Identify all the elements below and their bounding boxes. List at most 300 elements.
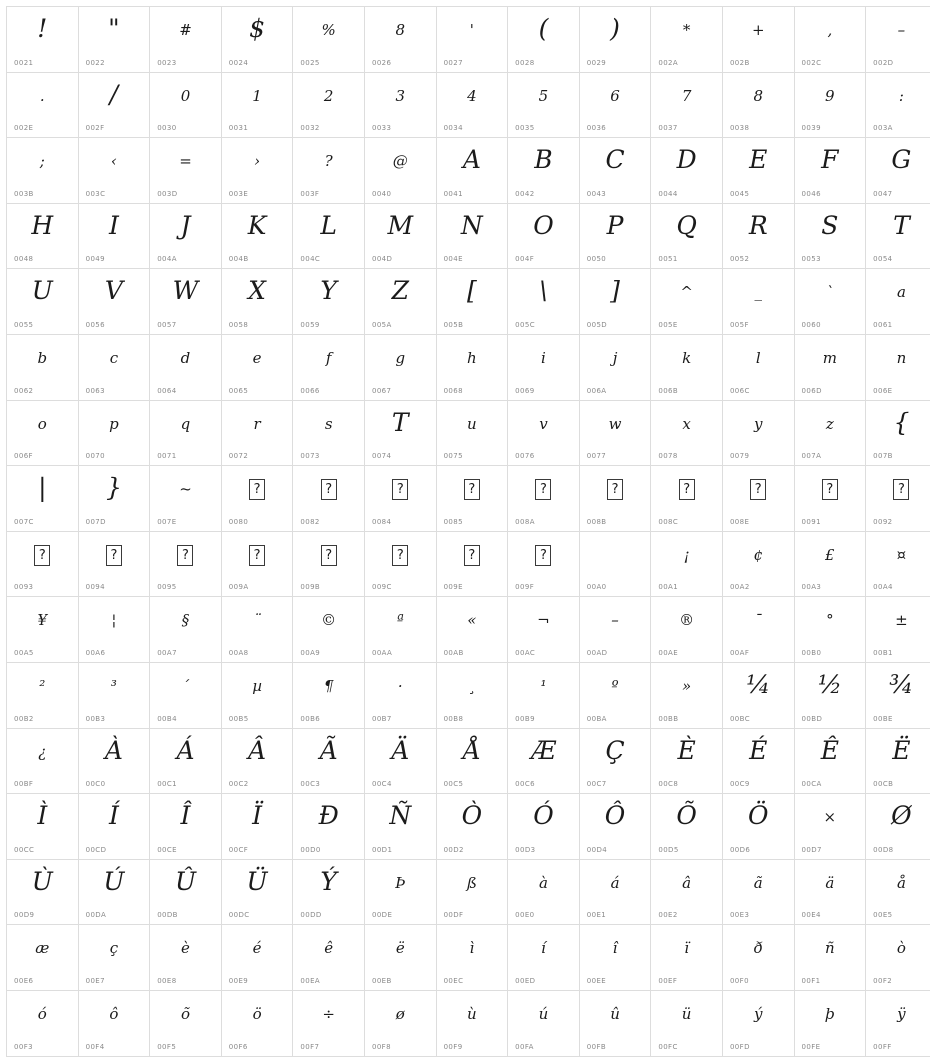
glyph-cell[interactable] [866, 400, 930, 466]
glyph-cell[interactable] [794, 466, 866, 532]
glyph-cell[interactable] [579, 203, 651, 269]
glyph-cell[interactable] [7, 400, 79, 466]
glyph-cell[interactable] [78, 72, 150, 138]
glyph-cell[interactable] [78, 466, 150, 532]
glyph-cell[interactable] [866, 859, 930, 925]
glyph-cell[interactable] [722, 72, 794, 138]
glyph-cell[interactable] [579, 990, 651, 1056]
glyph-cell[interactable] [508, 203, 580, 269]
glyph-cell[interactable] [293, 794, 365, 860]
glyph-character: + [723, 7, 794, 53]
glyph-character: r [222, 401, 293, 447]
glyph-cell[interactable] [866, 728, 930, 794]
glyph-cell[interactable] [221, 138, 293, 204]
glyph-cell[interactable] [150, 138, 222, 204]
glyph-character: ± [866, 597, 930, 643]
glyph-cell[interactable] [78, 662, 150, 728]
glyph-cell[interactable] [508, 597, 580, 663]
glyph-character: Å [437, 729, 508, 768]
glyph-cell[interactable] [436, 728, 508, 794]
glyph-codepoint: 0021 [14, 59, 33, 67]
glyph-cell[interactable] [436, 72, 508, 138]
glyph-codepoint: 005F [730, 321, 749, 329]
glyph-cell[interactable] [436, 662, 508, 728]
glyph-cell[interactable] [150, 7, 222, 73]
glyph-cell[interactable] [436, 269, 508, 335]
glyph-cell[interactable] [293, 269, 365, 335]
glyph-cell[interactable] [221, 466, 293, 532]
glyph-character: L [293, 204, 364, 243]
glyph-cell[interactable] [78, 334, 150, 400]
glyph-cell[interactable] [508, 466, 580, 532]
glyph-cell[interactable] [794, 334, 866, 400]
glyph-cell[interactable] [794, 531, 866, 597]
glyph-codepoint: 00D6 [730, 846, 750, 854]
glyph-cell[interactable] [722, 334, 794, 400]
glyph-cell[interactable] [579, 925, 651, 991]
glyph-character: Ì [7, 794, 78, 833]
glyph-cell[interactable] [293, 662, 365, 728]
glyph-cell[interactable] [78, 138, 150, 204]
glyph-cell[interactable] [78, 7, 150, 73]
missing-glyph-box: ? [750, 479, 766, 500]
glyph-cell[interactable] [150, 269, 222, 335]
glyph-cell[interactable] [579, 531, 651, 597]
glyph-cell[interactable] [794, 203, 866, 269]
glyph-character [150, 532, 221, 574]
glyph-cell[interactable] [221, 662, 293, 728]
glyph-character: å [866, 860, 930, 906]
glyph-character: 1 [222, 73, 293, 119]
glyph-cell[interactable] [364, 794, 436, 860]
glyph-cell[interactable] [866, 7, 930, 73]
glyph-cell[interactable] [866, 334, 930, 400]
glyph-character: 7 [651, 73, 722, 119]
glyph-cell[interactable] [221, 203, 293, 269]
glyph-cell[interactable] [78, 269, 150, 335]
glyph-cell[interactable] [436, 531, 508, 597]
glyph-cell[interactable] [293, 72, 365, 138]
glyph-cell[interactable] [794, 269, 866, 335]
glyph-cell[interactable] [722, 662, 794, 728]
glyph-cell[interactable] [78, 859, 150, 925]
glyph-cell[interactable] [866, 531, 930, 597]
glyph-cell[interactable] [221, 794, 293, 860]
glyph-character: ã [723, 860, 794, 906]
glyph-codepoint: 00D8 [873, 846, 893, 854]
glyph-codepoint: 0064 [157, 387, 176, 395]
glyph-cell[interactable] [508, 72, 580, 138]
glyph-cell[interactable] [651, 597, 723, 663]
glyph-cell[interactable] [364, 859, 436, 925]
glyph-cell[interactable] [150, 728, 222, 794]
glyph-cell[interactable] [794, 138, 866, 204]
glyph-cell[interactable] [508, 334, 580, 400]
glyph-cell[interactable] [722, 7, 794, 73]
glyph-cell[interactable] [794, 728, 866, 794]
glyph-cell[interactable] [579, 859, 651, 925]
glyph-codepoint: 007D [86, 518, 106, 526]
glyph-cell[interactable] [794, 925, 866, 991]
glyph-character: ! [7, 7, 78, 46]
glyph-cell[interactable] [508, 531, 580, 597]
glyph-character: u [437, 401, 508, 447]
glyph-cell[interactable] [78, 925, 150, 991]
glyph-cell[interactable] [722, 990, 794, 1056]
glyph-character: Z [365, 269, 436, 308]
glyph-codepoint: 00BF [14, 780, 33, 788]
glyph-cell[interactable] [7, 794, 79, 860]
glyph-codepoint: 007E [157, 518, 176, 526]
glyph-cell[interactable] [508, 400, 580, 466]
glyph-cell[interactable] [794, 859, 866, 925]
glyph-cell[interactable] [7, 728, 79, 794]
glyph-cell[interactable] [722, 203, 794, 269]
glyph-character: Ó [508, 794, 579, 833]
missing-glyph-box: ? [535, 479, 551, 500]
glyph-cell[interactable] [794, 662, 866, 728]
glyph-codepoint: 00D9 [14, 911, 34, 919]
glyph-character: É [723, 729, 794, 768]
glyph-cell[interactable] [579, 662, 651, 728]
glyph-codepoint: 0054 [873, 255, 892, 263]
glyph-cell[interactable] [293, 531, 365, 597]
glyph-cell[interactable] [150, 859, 222, 925]
glyph-cell[interactable] [221, 925, 293, 991]
glyph-cell[interactable] [651, 990, 723, 1056]
glyph-codepoint: 00C5 [444, 780, 464, 788]
glyph-cell[interactable] [651, 531, 723, 597]
glyph-codepoint: 0045 [730, 190, 749, 198]
glyph-cell[interactable] [436, 466, 508, 532]
glyph-cell[interactable] [866, 925, 930, 991]
glyph-character: Ê [795, 729, 866, 768]
glyph-cell[interactable] [150, 990, 222, 1056]
glyph-cell[interactable] [508, 269, 580, 335]
glyph-cell[interactable] [651, 203, 723, 269]
glyph-cell[interactable] [722, 728, 794, 794]
glyph-cell[interactable] [579, 597, 651, 663]
glyph-cell[interactable] [221, 334, 293, 400]
glyph-cell[interactable] [364, 662, 436, 728]
glyph-cell[interactable] [436, 597, 508, 663]
glyph-cell[interactable] [221, 531, 293, 597]
glyph-cell[interactable] [651, 334, 723, 400]
glyph-cell[interactable] [150, 203, 222, 269]
glyph-cell[interactable] [221, 400, 293, 466]
glyph-cell[interactable] [364, 7, 436, 73]
glyph-cell[interactable] [651, 400, 723, 466]
glyph-character: e [222, 335, 293, 381]
glyph-cell[interactable] [722, 597, 794, 663]
glyph-row [7, 334, 930, 400]
glyph-cell[interactable] [722, 859, 794, 925]
glyph-cell[interactable] [866, 203, 930, 269]
glyph-cell[interactable] [579, 794, 651, 860]
glyph-cell[interactable] [722, 269, 794, 335]
missing-glyph-box: ? [535, 545, 551, 566]
glyph-cell[interactable] [794, 794, 866, 860]
glyph-codepoint: 00DC [229, 911, 250, 919]
glyph-cell[interactable] [364, 400, 436, 466]
glyph-cell[interactable] [78, 794, 150, 860]
glyph-codepoint: 003E [229, 190, 248, 198]
glyph-cell[interactable] [293, 400, 365, 466]
glyph-cell[interactable] [293, 859, 365, 925]
glyph-codepoint: 00EA [300, 977, 320, 985]
glyph-cell[interactable] [436, 7, 508, 73]
glyph-codepoint: 00EE [587, 977, 606, 985]
glyph-cell[interactable] [221, 7, 293, 73]
glyph-codepoint: 007B [873, 452, 893, 460]
glyph-codepoint: 0062 [14, 387, 33, 395]
glyph-cell[interactable] [794, 400, 866, 466]
glyph-cell[interactable] [78, 531, 150, 597]
glyph-cell[interactable] [866, 794, 930, 860]
glyph-cell[interactable] [508, 728, 580, 794]
glyph-cell[interactable] [866, 990, 930, 1056]
glyph-cell[interactable] [436, 925, 508, 991]
glyph-character: # [150, 7, 221, 53]
glyph-cell[interactable] [78, 203, 150, 269]
glyph-character: | [7, 466, 78, 505]
glyph-cell[interactable] [579, 7, 651, 73]
glyph-cell[interactable] [436, 203, 508, 269]
glyph-cell[interactable] [150, 662, 222, 728]
glyph-cell[interactable] [7, 531, 79, 597]
glyph-character: 3 [365, 73, 436, 119]
glyph-cell[interactable] [364, 990, 436, 1056]
glyph-cell[interactable] [7, 334, 79, 400]
glyph-cell[interactable] [794, 7, 866, 73]
glyph-cell[interactable] [293, 925, 365, 991]
glyph-codepoint: 005D [587, 321, 607, 329]
glyph-cell[interactable] [293, 203, 365, 269]
glyph-codepoint: 00CC [14, 846, 34, 854]
glyph-cell[interactable] [436, 794, 508, 860]
glyph-cell[interactable] [150, 334, 222, 400]
glyph-character: n [866, 335, 930, 381]
glyph-codepoint: 009B [300, 583, 320, 591]
glyph-character: k [651, 335, 722, 381]
glyph-cell[interactable] [651, 466, 723, 532]
glyph-codepoint: 0037 [658, 124, 677, 132]
glyph-cell[interactable] [364, 72, 436, 138]
glyph-cell[interactable] [794, 72, 866, 138]
glyph-cell[interactable] [293, 728, 365, 794]
glyph-cell[interactable] [579, 72, 651, 138]
glyph-character: ? [293, 138, 364, 184]
glyph-cell[interactable] [221, 990, 293, 1056]
glyph-cell[interactable] [221, 597, 293, 663]
glyph-cell[interactable] [364, 531, 436, 597]
glyph-codepoint: 00FC [658, 1043, 677, 1051]
glyph-codepoint: 0070 [86, 452, 105, 460]
glyph-cell[interactable] [7, 925, 79, 991]
glyph-cell[interactable] [436, 859, 508, 925]
glyph-cell[interactable] [221, 859, 293, 925]
glyph-cell[interactable] [436, 334, 508, 400]
glyph-cell[interactable] [293, 597, 365, 663]
missing-glyph-box: ? [822, 479, 838, 500]
glyph-cell[interactable] [866, 269, 930, 335]
glyph-cell[interactable] [7, 203, 79, 269]
glyph-cell[interactable] [293, 466, 365, 532]
glyph-cell[interactable] [866, 138, 930, 204]
glyph-cell[interactable] [722, 466, 794, 532]
glyph-cell[interactable] [364, 728, 436, 794]
glyph-cell[interactable] [7, 859, 79, 925]
glyph-character: w [580, 401, 651, 447]
glyph-cell[interactable] [78, 728, 150, 794]
glyph-codepoint: 002B [730, 59, 750, 67]
glyph-codepoint: 0095 [157, 583, 176, 591]
glyph-cell[interactable] [150, 925, 222, 991]
glyph-codepoint: 0044 [658, 190, 677, 198]
glyph-cell[interactable] [7, 7, 79, 73]
glyph-cell[interactable] [651, 728, 723, 794]
glyph-character: – [866, 7, 930, 53]
glyph-codepoint: 00ED [515, 977, 535, 985]
glyph-cell[interactable] [651, 138, 723, 204]
glyph-cell[interactable] [150, 400, 222, 466]
glyph-cell[interactable] [579, 334, 651, 400]
glyph-character: ¦ [79, 597, 150, 643]
glyph-cell[interactable] [293, 138, 365, 204]
glyph-cell[interactable] [651, 662, 723, 728]
glyph-cell[interactable] [221, 728, 293, 794]
glyph-cell[interactable] [722, 794, 794, 860]
glyph-codepoint: 00BB [658, 715, 678, 723]
glyph-codepoint: 00D4 [587, 846, 607, 854]
glyph-character [365, 466, 436, 508]
glyph-character: ÷ [293, 991, 364, 1037]
glyph-cell[interactable] [293, 990, 365, 1056]
glyph-cell[interactable] [293, 334, 365, 400]
glyph-cell[interactable] [651, 7, 723, 73]
glyph-cell[interactable] [7, 597, 79, 663]
glyph-codepoint: 00EB [372, 977, 392, 985]
glyph-cell[interactable] [866, 597, 930, 663]
glyph-cell[interactable] [722, 138, 794, 204]
glyph-cell[interactable] [293, 7, 365, 73]
glyph-cell[interactable] [7, 138, 79, 204]
glyph-cell[interactable] [866, 72, 930, 138]
glyph-codepoint: 00F0 [730, 977, 749, 985]
glyph-codepoint: 0061 [873, 321, 892, 329]
glyph-cell[interactable] [651, 859, 723, 925]
glyph-codepoint: 00DB [157, 911, 178, 919]
glyph-cell[interactable] [794, 597, 866, 663]
glyph-character: W [150, 269, 221, 308]
glyph-cell[interactable] [579, 269, 651, 335]
glyph-cell[interactable] [150, 794, 222, 860]
glyph-cell[interactable] [579, 400, 651, 466]
glyph-character: ¯ [723, 597, 794, 643]
glyph-character: ® [651, 597, 722, 643]
glyph-character: a [866, 269, 930, 315]
glyph-cell[interactable] [364, 138, 436, 204]
glyph-cell[interactable] [436, 990, 508, 1056]
glyph-codepoint: 00E3 [730, 911, 749, 919]
glyph-cell[interactable] [508, 662, 580, 728]
glyph-cell[interactable] [150, 72, 222, 138]
glyph-cell[interactable] [579, 728, 651, 794]
glyph-character: ~ [150, 466, 221, 512]
glyph-cell[interactable] [7, 269, 79, 335]
glyph-codepoint: 0051 [658, 255, 677, 263]
glyph-cell[interactable] [579, 466, 651, 532]
glyph-cell[interactable] [221, 269, 293, 335]
glyph-cell[interactable] [436, 138, 508, 204]
glyph-cell[interactable] [508, 138, 580, 204]
glyph-cell[interactable] [364, 269, 436, 335]
glyph-cell[interactable] [78, 400, 150, 466]
glyph-codepoint: 006A [587, 387, 607, 395]
glyph-cell[interactable] [7, 662, 79, 728]
glyph-cell[interactable] [651, 925, 723, 991]
glyph-cell[interactable] [436, 400, 508, 466]
glyph-codepoint: 004E [444, 255, 463, 263]
glyph-cell[interactable] [722, 925, 794, 991]
glyph-codepoint: 0082 [300, 518, 319, 526]
glyph-cell[interactable] [508, 990, 580, 1056]
glyph-character: © [293, 597, 364, 643]
glyph-cell[interactable] [150, 466, 222, 532]
glyph-cell[interactable] [579, 138, 651, 204]
glyph-row [7, 925, 930, 991]
glyph-cell[interactable] [651, 269, 723, 335]
glyph-character: ¢ [723, 532, 794, 578]
glyph-cell[interactable] [7, 990, 79, 1056]
glyph-cell[interactable] [150, 597, 222, 663]
glyph-cell[interactable] [364, 334, 436, 400]
glyph-codepoint: 00E5 [873, 911, 892, 919]
glyph-cell[interactable] [78, 597, 150, 663]
glyph-cell[interactable] [150, 531, 222, 597]
glyph-cell[interactable] [78, 990, 150, 1056]
glyph-cell[interactable] [364, 466, 436, 532]
glyph-cell[interactable] [866, 662, 930, 728]
glyph-cell[interactable] [364, 925, 436, 991]
glyph-cell[interactable] [508, 859, 580, 925]
glyph-codepoint: 004F [515, 255, 534, 263]
glyph-character [580, 532, 651, 578]
glyph-cell[interactable] [722, 400, 794, 466]
glyph-cell[interactable] [508, 7, 580, 73]
glyph-cell[interactable] [651, 72, 723, 138]
glyph-codepoint: 00B0 [802, 649, 822, 657]
glyph-cell[interactable] [364, 203, 436, 269]
glyph-cell[interactable] [651, 794, 723, 860]
glyph-codepoint: 0059 [300, 321, 319, 329]
glyph-codepoint: 00A1 [658, 583, 678, 591]
glyph-cell[interactable] [508, 794, 580, 860]
glyph-cell[interactable] [7, 72, 79, 138]
glyph-character: ù [437, 991, 508, 1037]
glyph-cell[interactable] [866, 466, 930, 532]
glyph-codepoint: 00F2 [873, 977, 892, 985]
glyph-cell[interactable] [7, 466, 79, 532]
glyph-cell[interactable] [364, 597, 436, 663]
glyph-codepoint: 0025 [300, 59, 319, 67]
glyph-cell[interactable] [794, 990, 866, 1056]
glyph-codepoint: 0040 [372, 190, 391, 198]
glyph-cell[interactable] [508, 925, 580, 991]
glyph-cell[interactable] [722, 531, 794, 597]
glyph-cell[interactable] [221, 72, 293, 138]
glyph-character: l [723, 335, 794, 381]
